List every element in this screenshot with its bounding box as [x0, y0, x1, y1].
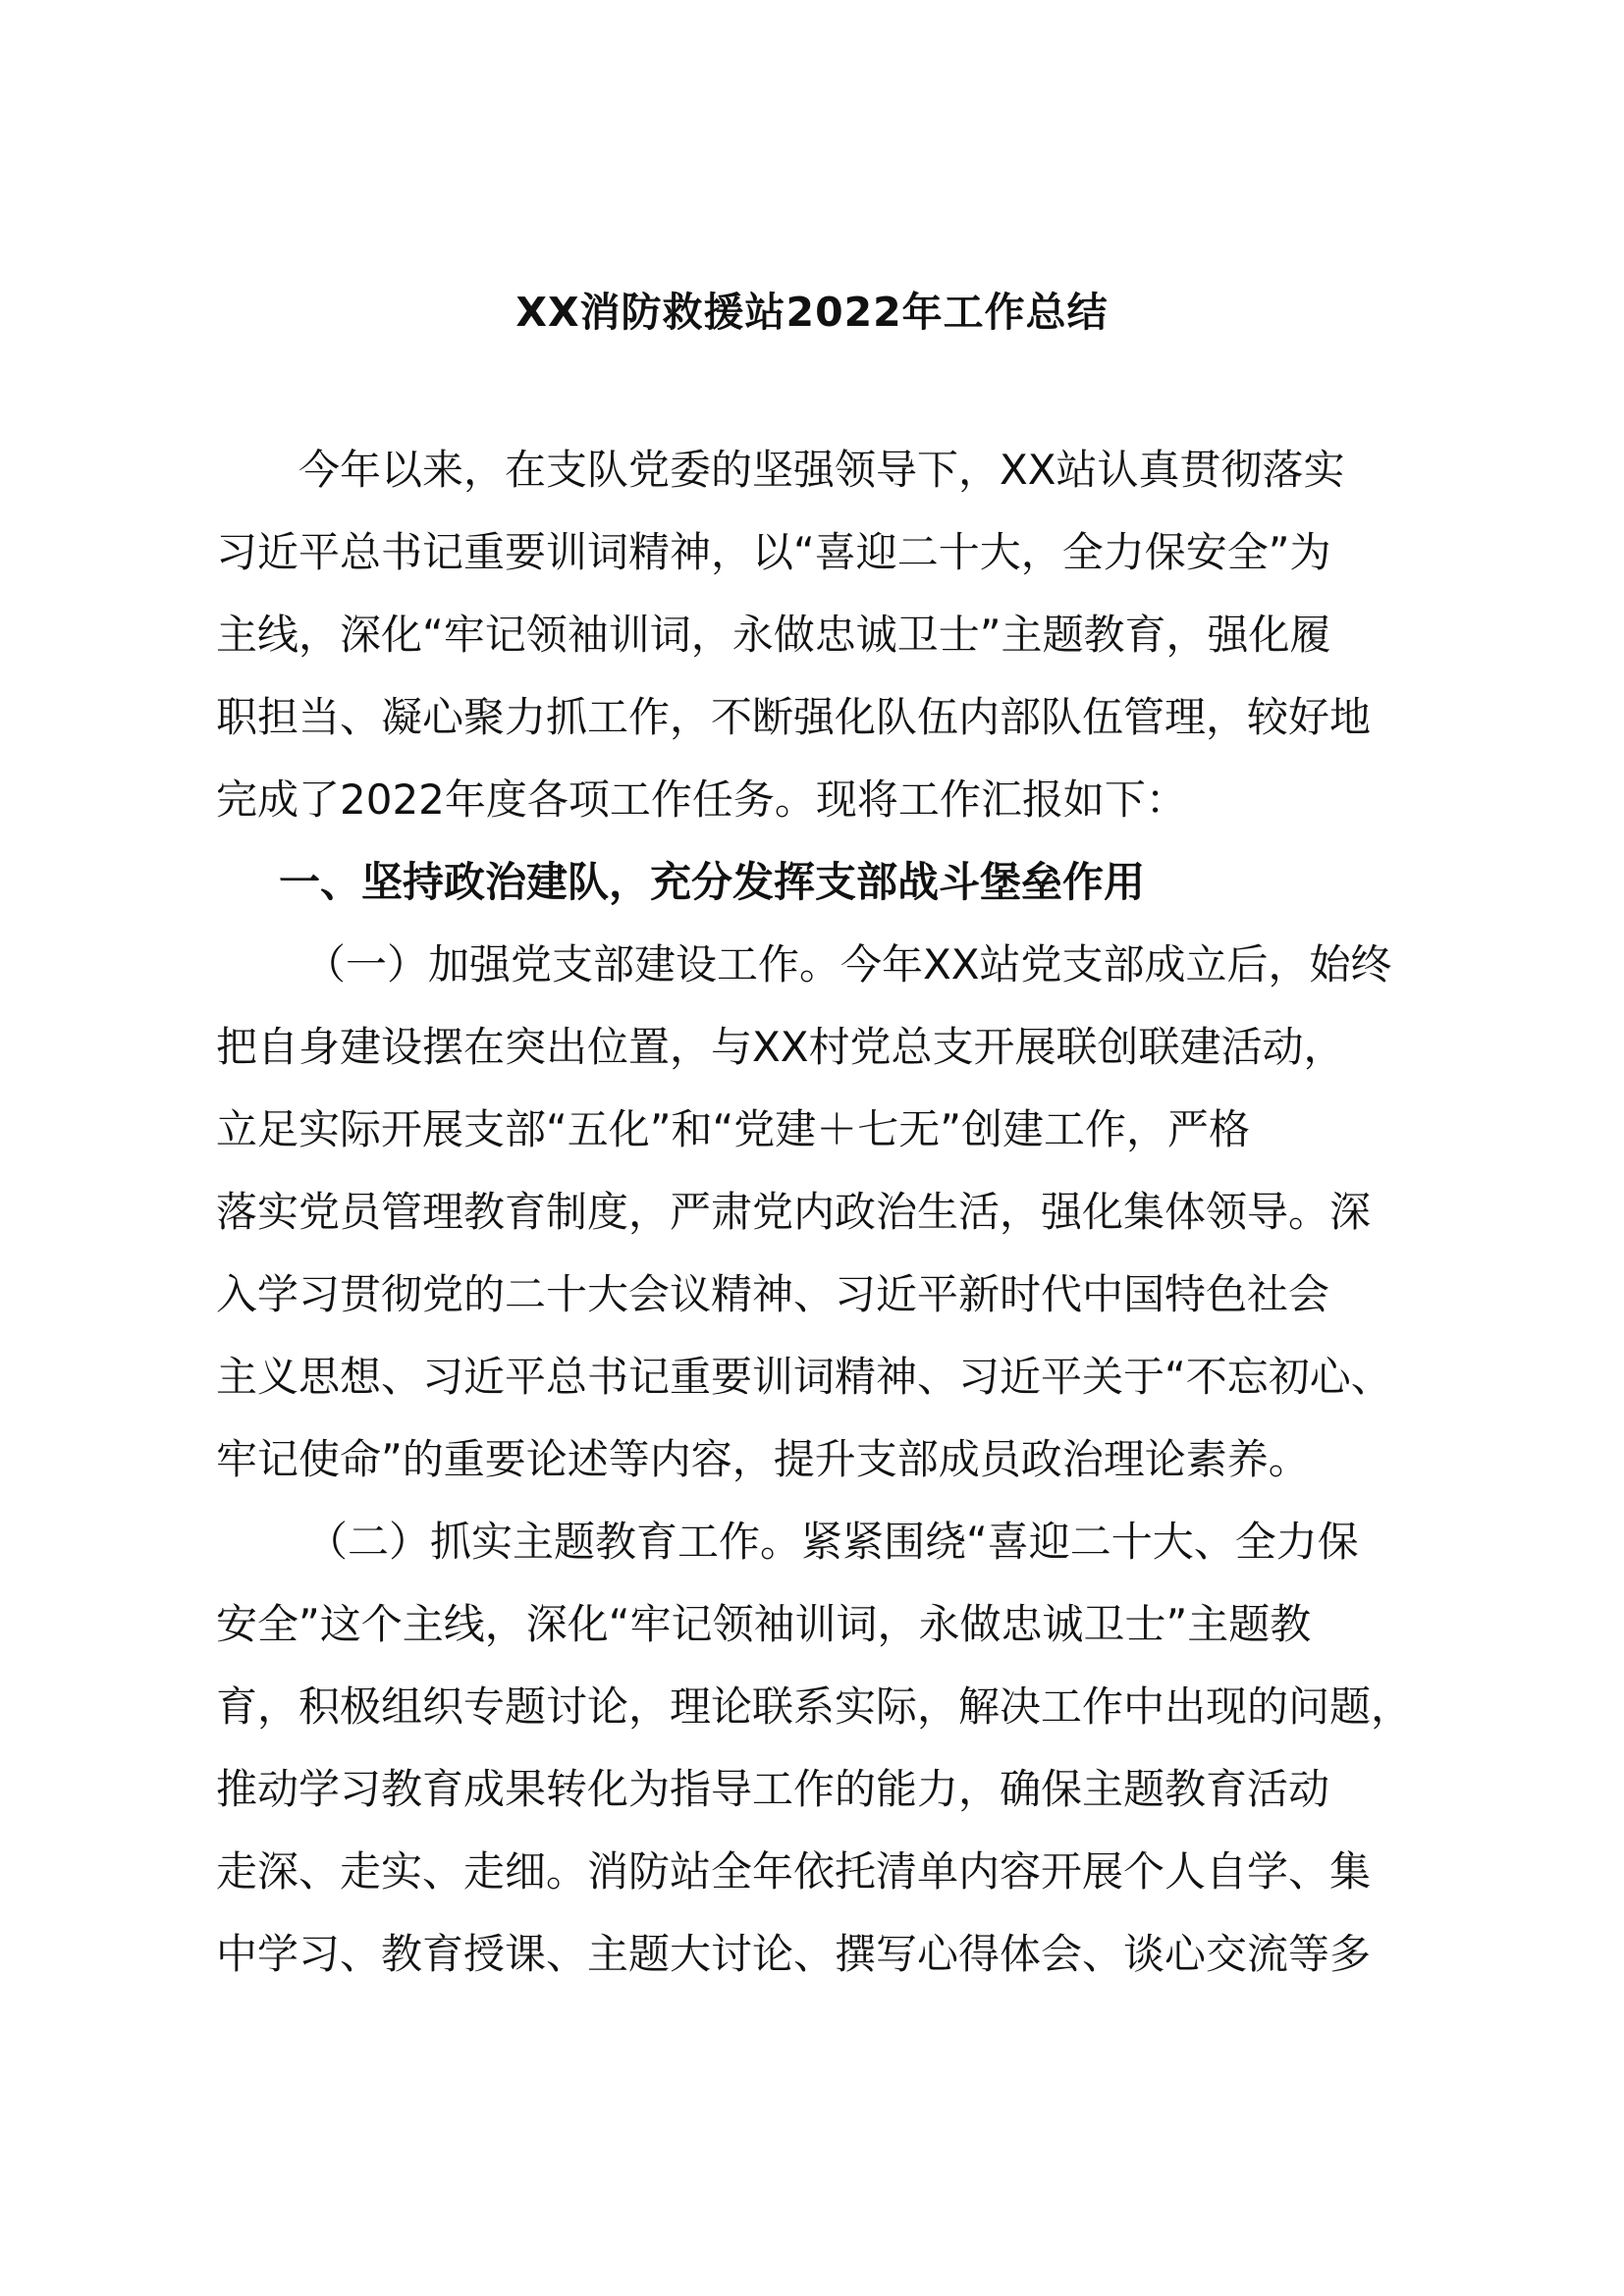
- document-body: [216, 429, 1418, 1996]
- body-line: 安全”这个主线，深化“牢记领袖训词，永做忠诚卫士”主题教: [216, 1600, 1312, 1648]
- body-line: 主义思想、习近平总书记重要训词精神、习近平关于“不忘初心、: [216, 1353, 1392, 1401]
- body-line: 主线，深化“牢记领袖训词，永做忠诚卫士”主题教育，强化履: [216, 611, 1331, 659]
- body-line: 今年以来，在支队党委的坚强领导下，XX站认真贯彻落实: [298, 446, 1345, 494]
- body-line: 牢记使命”的重要论述等内容，提升支部成员政治理论素养。: [216, 1435, 1310, 1483]
- body-line: 中学习、教育授课、主题大讨论、撰写心得体会、谈心交流等多: [216, 1930, 1372, 1978]
- body-line: （一）加强党支部建设工作。今年XX站党支部成立后，始终: [304, 940, 1392, 988]
- section-heading: 一、坚持政治建队，充分发挥支部战斗堡垒作用: [279, 858, 1146, 906]
- body-line: 推动学习教育成果转化为指导工作的能力，确保主题教育活动: [216, 1765, 1330, 1813]
- body-line: （二）抓实主题教育工作。紧紧围绕“喜迎二十大、全力保: [306, 1518, 1359, 1566]
- body-line: 完成了2022年度各项工作任务。现将工作汇报如下：: [216, 775, 1187, 824]
- body-line: 落实党员管理教育制度，严肃党内政治生活，强化集体领导。深: [216, 1188, 1372, 1236]
- body-line: 习近平总书记重要训词精神，以“喜迎二十大，全力保安全”为: [216, 528, 1331, 576]
- body-line: 入学习贯彻党的二十大会议精神、习近平新时代中国特色社会: [216, 1270, 1330, 1318]
- body-line: 育，积极组织专题讨论，理论联系实际，解决工作中出现的问题，: [216, 1682, 1413, 1731]
- body-line: 立足实际开展支部“五化”和“党建＋七无”创建工作，严格: [216, 1105, 1251, 1153]
- body-line: 把自身建设摆在突出位置，与XX村党总支开展联创联建活动，: [216, 1023, 1345, 1071]
- body-line: 走深、走实、走细。消防站全年依托清单内容开展个人自学、集: [216, 1847, 1372, 1896]
- body-line: 职担当、凝心聚力抓工作，不断强化队伍内部队伍管理，较好地: [216, 693, 1372, 741]
- document-title: XX消防救援站2022年工作总结: [515, 289, 1109, 336]
